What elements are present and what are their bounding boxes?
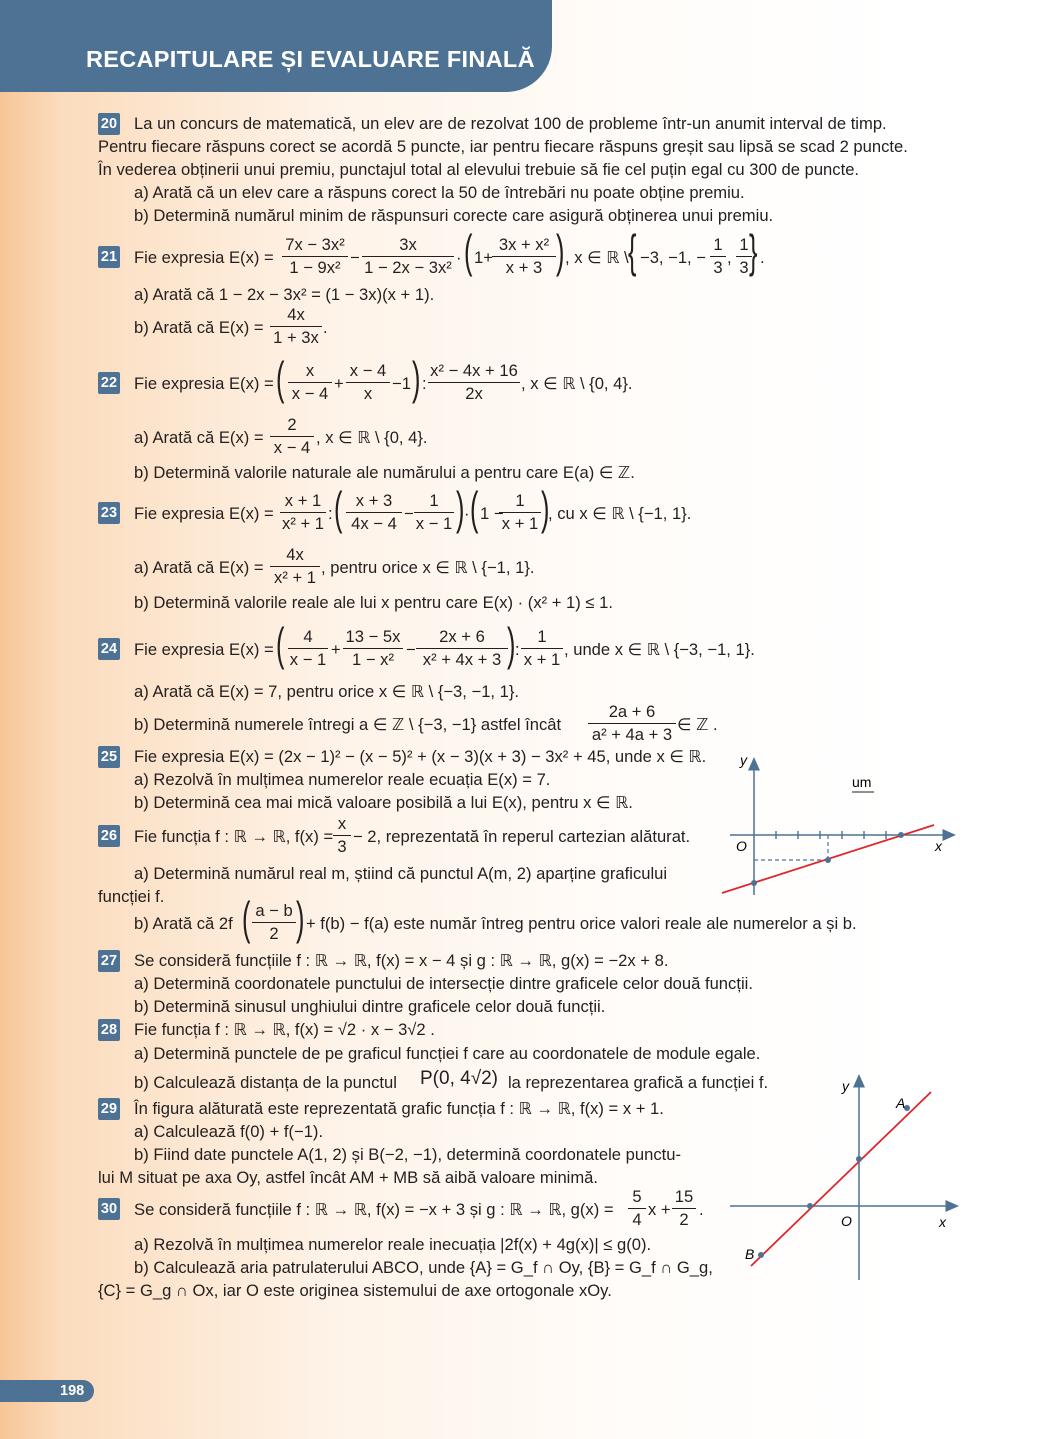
fraction: $\frac{3x}{\text{1 − 2x − 3x²}}$ (362, 234, 454, 279)
subpoint-b: b) Determină valorile naturale ale numărului a pentru care E(a) ∈ ℤ. (134, 463, 635, 482)
problem-number: 26 (98, 825, 120, 847)
problem-text: În figura alăturată este reprezentată grafic funcția f : ℝ → ℝ, f(x) = x + 1. (134, 1099, 664, 1118)
point-b-label: B (745, 1246, 755, 1262)
operator: − (406, 640, 416, 659)
origin-label: O (841, 1213, 852, 1229)
domain-text: , unde x ∈ ℝ \ {−3, −1, 1}. (564, 640, 755, 659)
brace-right: } (749, 225, 758, 277)
point-y-intercept (856, 1156, 862, 1162)
problem-number: 23 (98, 502, 120, 524)
subpoint-b: b) Determină numărul minim de răspunsuri corecte care asigură obținerea unui premiu. (134, 206, 774, 225)
fraction: $\frac{1}{x + 1}$ (521, 626, 563, 671)
fraction: $\frac{x}{x - 4}$ (288, 360, 332, 405)
operator: : (515, 640, 520, 659)
problem-text: În vederea obținerii unui premiu, punctajul total al elevului trebuie să fie cel puțin egal cu 300 de puncte. (98, 160, 860, 179)
fraction: $\frac{x + 1}{\text{x² + 1}}$ (280, 490, 326, 535)
fraction: $\frac{\text{7x − 3x²}}{\text{1 − 9x²}}$ (282, 234, 348, 279)
paren-right: ) (556, 225, 565, 277)
point-p: P(0, 4√2) (420, 1068, 499, 1089)
paren-left: ( (334, 482, 343, 534)
subpoint-a: funcției f. (98, 887, 165, 906)
operator: . (699, 1200, 704, 1219)
fraction: $\frac{13 - 5x}{\text{1 − x²}}$ (343, 626, 403, 671)
operator: : (422, 374, 427, 393)
fraction: $\frac{x - 4}{x}$ (346, 360, 390, 405)
paren-right: ) (412, 352, 421, 404)
problem-intro: Fie expresia E(x) = (134, 374, 274, 393)
problem-text: Pentru fiecare răspuns corect se acordă 5 puncte, iar pentru fiecare răspuns greșit sau lipsă se scad 2 puncte. (98, 137, 908, 156)
problem-text: Fie funcția f : ℝ → ℝ, f(x) = √2 · x − 3√2 . (134, 1020, 435, 1039)
subpoint-a: a) Arată că un elev care a răspuns corect la 50 de întrebări nu poate obține premiu. (134, 183, 745, 202)
subpoint-b: b) Fiind date punctele A(1, 2) și B(−2, −1), determină coordonatele punctu- (134, 1145, 681, 1164)
subpoint-b: b) Calculează distanța de la punctul (134, 1073, 397, 1092)
problem-number: 20 (98, 113, 120, 135)
fraction: $\frac{15}{2}$ (672, 1186, 696, 1231)
point-a-label: A (896, 1095, 906, 1111)
unit-label: um (852, 774, 872, 790)
problem-number: 30 (98, 1198, 120, 1220)
fraction: $\frac{2a + 6}{\text{a² + 4a + 3}}$ (588, 701, 676, 746)
domain-text: ∈ ℤ . (677, 715, 718, 734)
domain-text: , x ∈ ℝ \ {0, 4}. (316, 428, 428, 447)
fraction: $\frac{4}{x - 1}$ (289, 627, 327, 669)
subpoint-a: a) Arată că E(x) = (134, 558, 264, 577)
paren-left: ( (470, 482, 479, 534)
operator: · (464, 504, 470, 523)
operator: − (350, 248, 360, 267)
operator: + (334, 374, 344, 393)
paren-right: ) (456, 482, 465, 534)
term: −1 (392, 374, 411, 393)
operator: · (456, 248, 462, 267)
fraction: $\frac{x}{3}$ (333, 813, 351, 858)
origin-label: O (736, 838, 747, 854)
fraction: $\frac{\text{3x + x²}}{x + 3}$ (492, 234, 556, 279)
operator: − (404, 504, 414, 523)
fraction: $\frac{1}{3}$ (736, 234, 752, 279)
fraction: $\frac{1}{x + 1}$ (499, 490, 541, 535)
problem-intro: Fie expresia E(x) = (134, 248, 274, 267)
fraction: $\frac{a - b}{2}$ (252, 900, 296, 945)
point-x-intercept (807, 1203, 813, 1209)
domain-text: , x ∈ ℝ \ {0, 4}. (521, 374, 633, 393)
fraction: $\frac{2x + 6}{\text{x² + 4x + 3}}$ (416, 626, 508, 671)
subpoint-b: b) Determină valorile reale ale lui x pentru care E(x) · (x² + 1) ≤ 1. (134, 593, 613, 612)
fraction: $\frac{1}{x - 1}$ (415, 491, 453, 533)
term: x + (648, 1200, 671, 1219)
paren-left: ( (242, 892, 251, 944)
graph-line-f (751, 1092, 931, 1266)
problem-text: Fie expresia E(x) = (2x − 1)² − (x − 5)² + (x − 3)(x + 3) − 3x² + 45, unde x ∈ ℝ. (134, 747, 707, 766)
problem-text: Se consideră funcțiile f : ℝ → ℝ, f(x) = x − 4 și g : ℝ → ℝ, g(x) = −2x + 8. (134, 951, 669, 970)
domain-text: , cu x ∈ ℝ \ {−1, 1}. (548, 504, 692, 523)
graph-problem-26 (710, 745, 970, 905)
problem-text: La un concurs de matematică, un elev are de rezolvat 100 de probleme într-un anumit interval de timp. (134, 114, 887, 133)
subpoint-a: a) Determină coordonatele punctului de intersecție dintre graficele celor două funcții. (134, 974, 753, 993)
point-y-intercept (751, 880, 757, 886)
problem-number: 25 (98, 746, 120, 768)
subpoint-a: a) Rezolvă în mulțimea numerelor reale inecuația |2f(x) + 4g(x)| ≤ g(0). (134, 1235, 652, 1254)
operator: + (331, 640, 341, 659)
domain-text: −3, −1, − (640, 248, 706, 267)
y-label: y (842, 1078, 849, 1094)
paren-right: ) (296, 892, 305, 944)
operator: . (323, 318, 328, 337)
fraction: $\frac{x + 3}{4x - 4}$ (346, 490, 402, 535)
term: 1+ (474, 248, 493, 267)
subpoint-a: a) Arată că E(x) = 7, pentru orice x ∈ ℝ \ {−3, −1, 1}. (134, 682, 520, 701)
fraction: $\frac{4x}{1 + 3x}$ (270, 304, 322, 349)
paren-left: ( (276, 352, 285, 404)
point-on-graph (825, 857, 831, 863)
page-number-tab (0, 1380, 94, 1402)
subpoint-b: b) Calculează aria patrulaterului ABCO, unde {A} = G_f ∩ Oy, {B} = G_f ∩ G_g, (134, 1258, 713, 1277)
subpoint-a: a) Arată că E(x) = (134, 428, 264, 447)
page-number: 198 (60, 1383, 85, 1399)
problem-intro: Se consideră funcțiile f : ℝ → ℝ, f(x) = −x + 3 și g : ℝ → ℝ, g(x) = (134, 1200, 614, 1219)
point-b (758, 1252, 764, 1258)
paren-right: ) (541, 482, 550, 534)
subpoint-b: la reprezentarea grafică a funcției f. (508, 1073, 769, 1092)
problem-number: 29 (98, 1098, 120, 1120)
domain-text: , pentru orice x ∈ ℝ \ {−1, 1}. (321, 558, 535, 577)
domain-text: , x ∈ ℝ \ (565, 248, 629, 267)
operator: , (727, 248, 732, 267)
paren-left: ( (464, 225, 473, 277)
problem-number: 24 (98, 638, 120, 660)
operator: . (760, 248, 765, 267)
term: 1 − (480, 504, 504, 523)
graph-problem-29 (725, 1070, 965, 1285)
fraction: $\frac{1}{3}$ (710, 234, 726, 279)
brace-left: { (628, 225, 637, 277)
paren-left: ( (276, 618, 285, 670)
subpoint-a: a) Arată că 1 − 2x − 3x² = (1 − 3x)(x + 1). (134, 285, 435, 304)
subpoint-b: + f(b) − f(a) este număr întreg pentru orice valori reale ale numerelor a și b. (306, 914, 857, 933)
subpoint-b: lui M situat pe axa Oy, astfel încât AM + MB să aibă valoare minimă. (98, 1168, 599, 1187)
operator: : (328, 504, 333, 523)
subpoint-b: b) Determină numerele întregi a ∈ ℤ \ {−3, −1} astfel încât (134, 715, 562, 734)
x-label: x (939, 1214, 946, 1230)
problem-intro: Fie expresia E(x) = (134, 640, 274, 659)
subpoint-b: {C} = G_g ∩ Ox, iar O este originea sistemului de axe ortogonale xOy. (98, 1281, 612, 1300)
paren-right: ) (507, 618, 516, 670)
y-label: y (740, 752, 747, 768)
fraction: $\frac{4x}{\text{x² + 1}}$ (270, 544, 320, 589)
problem-number: 22 (98, 372, 120, 394)
subpoint-b: b) Arată că 2f (134, 914, 233, 933)
fraction: $\frac{2}{x - 4}$ (270, 414, 314, 459)
subpoint-b: b) Determină cea mai mică valoare posibilă a lui E(x), pentru x ∈ ℝ. (134, 793, 633, 812)
subpoint-a: a) Rezolvă în mulțimea numerelor reale ecuația E(x) = 7. (134, 770, 551, 789)
subpoint-a: a) Determină numărul real m, știind că punctul A(m, 2) aparține graficului (134, 864, 668, 883)
problem-intro: Fie funcția f : ℝ → ℝ, f(x) = (134, 827, 334, 846)
point-x-intercept (898, 832, 904, 838)
problem-number: 27 (98, 950, 120, 972)
fraction: $\frac{5}{4}$ (628, 1186, 646, 1231)
fraction: $\frac{\text{x² − 4x + 16}}{2x}$ (428, 360, 520, 405)
subpoint-b: b) Determină sinusul unghiului dintre graficele celor două funcții. (134, 997, 606, 1016)
subpoint-b: b) Arată că E(x) = (134, 318, 264, 337)
problem-text: − 2, reprezentată în reperul cartezian alăturat. (353, 827, 691, 846)
chapter-title: RECAPITULARE ȘI EVALUARE FINALĂ (86, 46, 535, 72)
subpoint-a: a) Determină punctele de pe graficul funcției f care au coordonatele de module egale. (134, 1044, 761, 1063)
problem-number: 28 (98, 1019, 120, 1041)
x-label: x (935, 838, 942, 854)
problem-number: 21 (98, 246, 120, 268)
subpoint-a: a) Calculează f(0) + f(−1). (134, 1122, 324, 1141)
problem-intro: Fie expresia E(x) = (134, 504, 274, 523)
